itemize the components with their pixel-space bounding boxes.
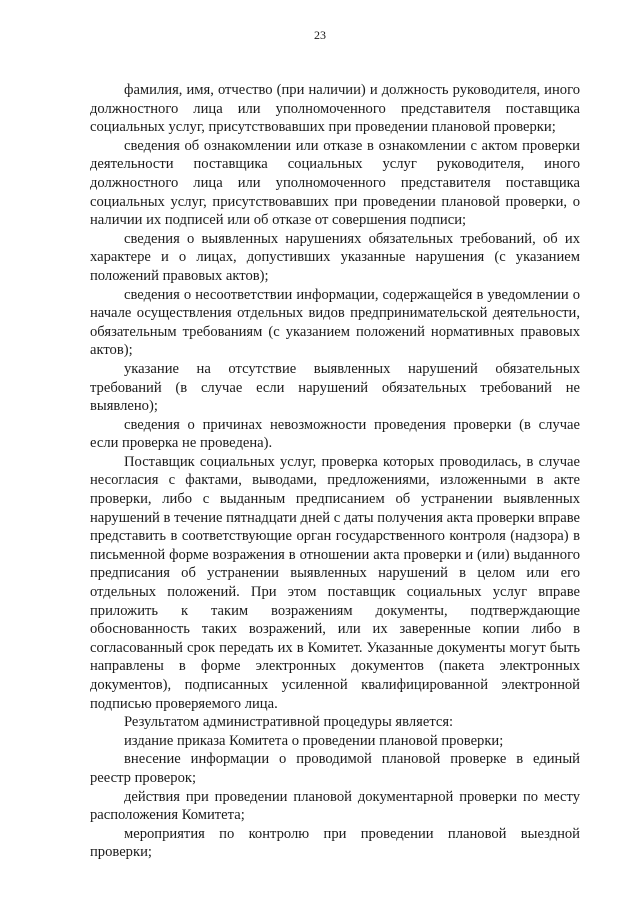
paragraph-no-violations: указание на отсутствие выявленных нарушений обязательных требований (в случае если нарушений обязательных требований не выявлено); — [90, 360, 580, 415]
paragraph-register-entry: внесение информации о проводимой плановой проверке в единый реестр проверок; — [90, 751, 580, 786]
paragraph-acquaintance-info: сведения об ознакомлении или отказе в ознакомлении с актом проверки деятельности поставщика социальных услуг руководителя, иного должностного лица или уполномоченного представителя поставщика социальных услуг, присутствовавших при проведении плановой проверки, о наличии их подписей или об отказе от совершения подписи; — [90, 137, 580, 229]
paragraph-objections: Поставщик социальных услуг, проверка которых проводилась, в случае несогласия с фактами, выводами, предложениями, изложенными в акте проверки, либо с выданным предписанием об устранении выявленных нарушений в течение пятнадцати дней с даты получения акта проверки вправе представить в соответствующие орган государственного контроля (надзора) в письменной форме возражения в отношении акта проверки и (или) выданного предписания об устранении выявленных нарушений в целом или его отдельных положений. При этом поставщик социальных услуг вправе приложить к таким возражениям документы, подтверждающие обоснованность таких возражений, или их заверенные копии либо в согласованный срок передать их в Комитет. Указанные документы могут быть направлены в форме электронных документов (пакета электронных документов), подписанных усиленной квалифицированной электронной подписью проверяемого лица. — [90, 453, 580, 712]
paragraph-notification-mismatch: сведения о несоответствии информации, содержащейся в уведомлении о начале осуществления отдельных видов предпринимательской деятельности, обязательным требованиям (с указанием положений нормативных правовых актов); — [90, 286, 580, 359]
paragraph-order-issuance: издание приказа Комитета о проведении плановой проверки; — [124, 732, 504, 749]
paragraph-violations-info: сведения о выявленных нарушениях обязательных требований, об их характере и о лицах, допустивших указанные нарушения (с указанием положений правовых актов); — [90, 230, 580, 284]
paragraph-documentary-inspection: действия при проведении плановой документарной проверки по месту расположения Комитета; — [90, 788, 580, 824]
page-number: 23 — [314, 28, 326, 42]
paragraph-inspection-impossible: сведения о причинах невозможности проведения проверки (в случае если проверка не проведена). — [90, 416, 580, 452]
paragraph-head-person: фамилия, имя, отчество (при наличии) и должность руководителя, иного должностного лица или уполномоченного представителя поставщика социальных услуг, присутствовавших при проведении плановой проверки; — [90, 82, 580, 136]
document-body — [90, 81, 580, 862]
paragraph-result-heading: Результатом административной процедуры является: — [124, 714, 454, 731]
paragraph-field-inspection: мероприятия по контролю при проведении плановой выездной проверки; — [90, 825, 580, 861]
